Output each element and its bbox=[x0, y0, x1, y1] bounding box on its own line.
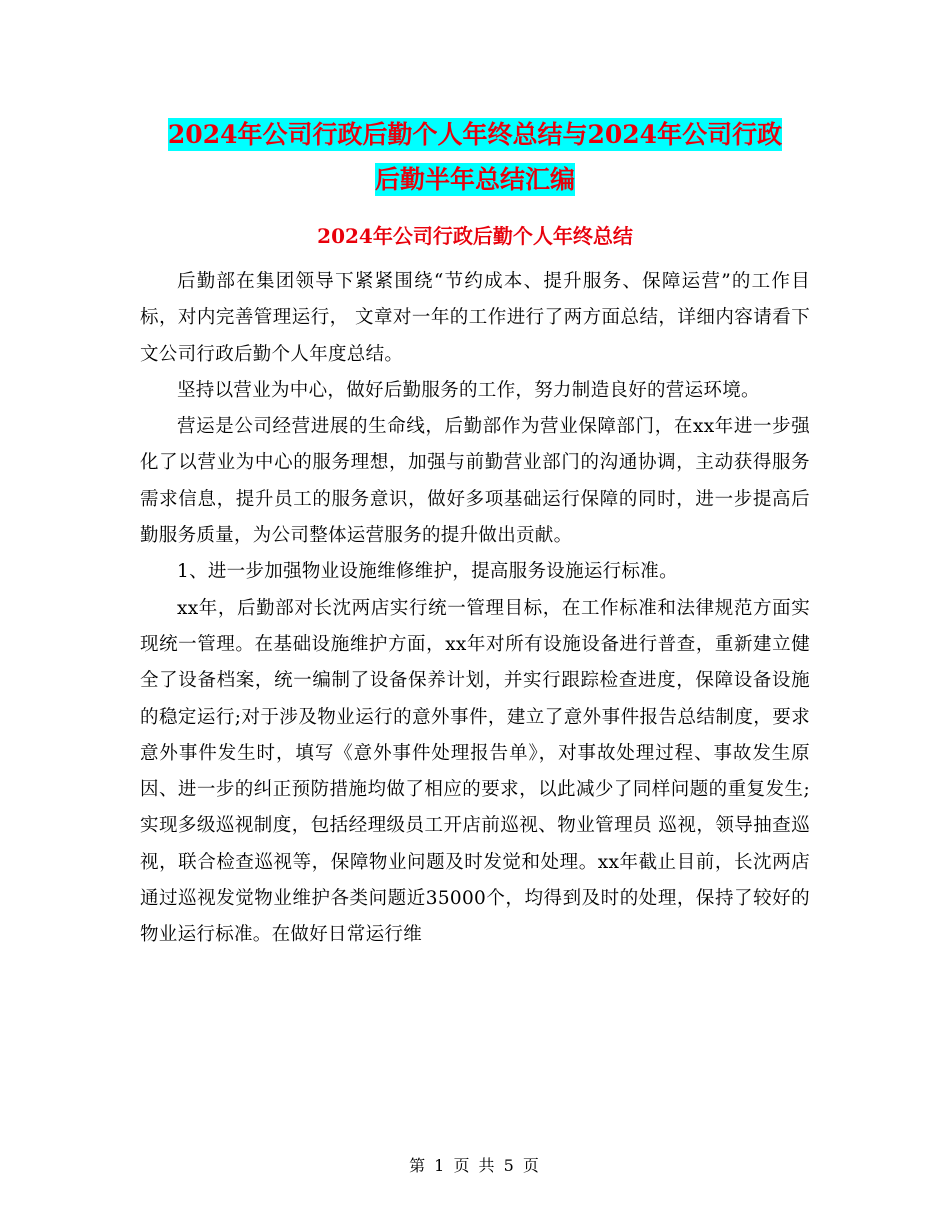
document-title bbox=[140, 112, 810, 202]
paragraph-operations-focus: 坚持以营业为中心，做好后勤服务的工作，努力制造良好的营运环境。 bbox=[177, 379, 760, 401]
paragraph-maintenance-detail: xx年，后勤部对长沈两店实行统一管理目标，在工作标准和法律规范方面实现统一管理。在基础设施维护方面，xx年对所有设施设备进行普查，重新建立健全了设备档案，统一编制了设备保养计划，并实行跟踪检查进度，保障设备设施的稳定运行;对于涉及物业运行的意外事件，建立了意外事件报告总结制度，要求意外事件发生时，填写《意外事件处理报告单》，对事故处理过程、事故发生原因、进一步的纠正预防措施均做了相应的要求，以此减少了同样问题的重复发生;实现多级巡视制度，包括经理级员工开店前巡视、物业管理员 巡视，领导抽查巡视，联合检查巡视等，保障物业问题及时发觉和处理。xx年截止目前，长沈两店通过巡视发觉物业维护各类问题近35000个，均得到及时的处理，保持了较好的物业运行标准。在做好日常运行维 bbox=[140, 597, 810, 946]
document-body bbox=[140, 264, 810, 954]
document-title-line-1: 2024年公司行政后勤个人年终总结与2024年公司行政 bbox=[167, 120, 783, 149]
paragraph-intro: 后勤部在集团领导下紧紧围绕“节约成本、提升服务、保障运营”的工作目标，对内完善管理运行， 文章对一年的工作进行了两方面总结，详细内容请看下文公司行政后勤个人年度总结。 bbox=[140, 271, 810, 365]
section-title: 2024年公司行政后勤个人年终总结 bbox=[317, 224, 633, 248]
paragraph-operations-detail: 营运是公司经营进展的生命线，后勤部作为营业保障部门，在xx年进一步强化了以营业为中心的服务理想，加强与前勤营业部门的沟通协调，主动获得服务需求信息，提升员工的服务意识，做好多项基础运行保障的同时，进一步提高后勤服务质量，为公司整体运营服务的提升做出贡献。 bbox=[140, 416, 810, 547]
document-title-line-2: 后勤半年总结汇编 bbox=[374, 165, 575, 194]
page-footer: 第 1 页 共 5 页 bbox=[409, 1156, 541, 1175]
paragraph-heading-1: 1、进一步加强物业设施维修维护，提高服务设施运行标准。 bbox=[177, 561, 678, 583]
